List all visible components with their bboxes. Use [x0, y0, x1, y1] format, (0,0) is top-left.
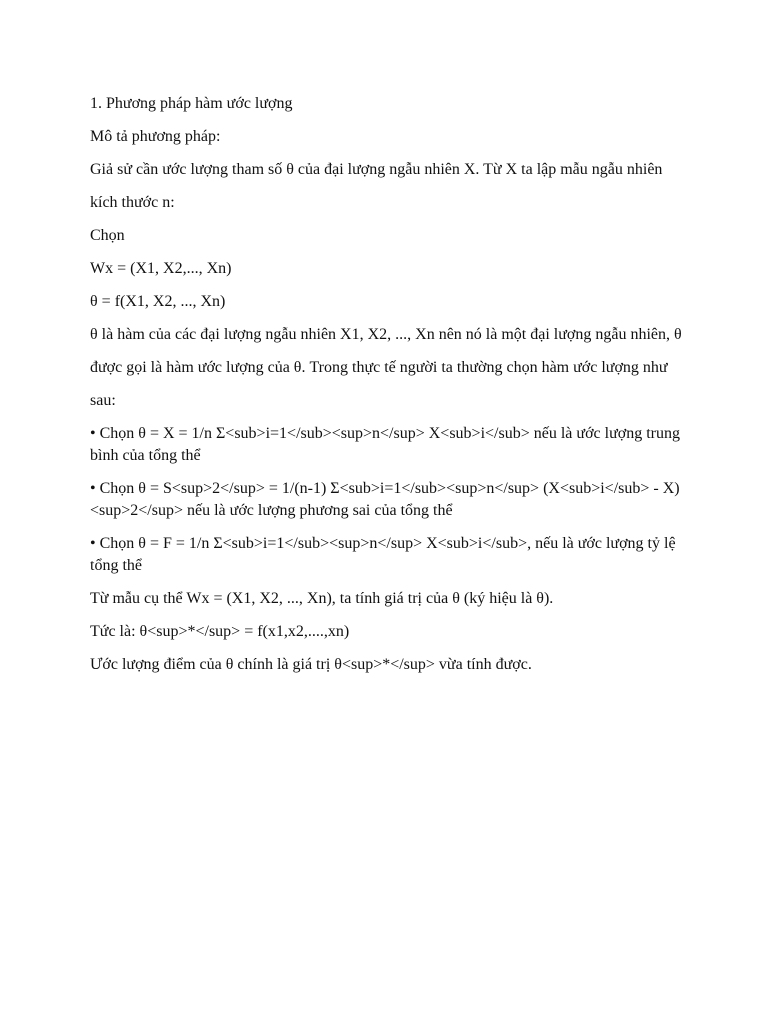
document-body [90, 93, 688, 676]
paragraph-method-description: Mô tả phương pháp: [90, 128, 221, 145]
paragraph-sample-size: kích thước n: [90, 194, 175, 211]
bullet-proportion-estimator: • Chọn θ = F = 1/n Σ<sub>i=1</sub><sup>n</sup> X<sub>i</sub>, nếu là ước lượng tỷ lệ tổng thể [90, 535, 680, 574]
bullet-variance-estimator: • Chọn θ = S<sup>2</sup> = 1/(n-1) Σ<sub>i=1</sub><sup>n</sup> (X<sub>i</sub> - X)<sup>2</sup> nếu là ước lượng phương sai của tổng thể [90, 480, 680, 519]
paragraph-choose: Chọn [90, 227, 125, 244]
paragraph-compute-value: Từ mẫu cụ thể Wx = (X1, X2, ..., Xn), ta tính giá trị của θ (ký hiệu là θ). [90, 590, 554, 607]
formula-sample: Wx = (X1, X2,..., Xn) [90, 260, 232, 277]
formula-theta-star: Tức là: θ<sup>*</sup> = f(x1,x2,....,xn) [90, 623, 350, 640]
paragraph-estimator-name: được gọi là hàm ước lượng của θ. Trong thực tế người ta thường chọn hàm ước lượng như [90, 359, 668, 376]
paragraph-point-estimate: Ước lượng điểm của θ chính là giá trị θ<sup>*</sup> vừa tính được. [90, 656, 532, 673]
paragraph-as-follows: sau: [90, 392, 116, 409]
paragraph-setup: Giả sử cần ước lượng tham số θ của đại lượng ngẫu nhiên X. Từ X ta lập mẫu ngẫu nhiên [90, 161, 663, 178]
section-heading: 1. Phương pháp hàm ước lượng [90, 95, 293, 112]
paragraph-estimator-random: θ là hàm của các đại lượng ngẫu nhiên X1, X2, ..., Xn nên nó là một đại lượng ngẫu nhiên, θ [90, 326, 682, 343]
bullet-mean-estimator: • Chọn θ = X = 1/n Σ<sub>i=1</sub><sup>n</sup> X<sub>i</sub> nếu là ước lượng trung bình của tổng thể [90, 425, 684, 464]
formula-estimator: θ = f(X1, X2, ..., Xn) [90, 293, 226, 310]
